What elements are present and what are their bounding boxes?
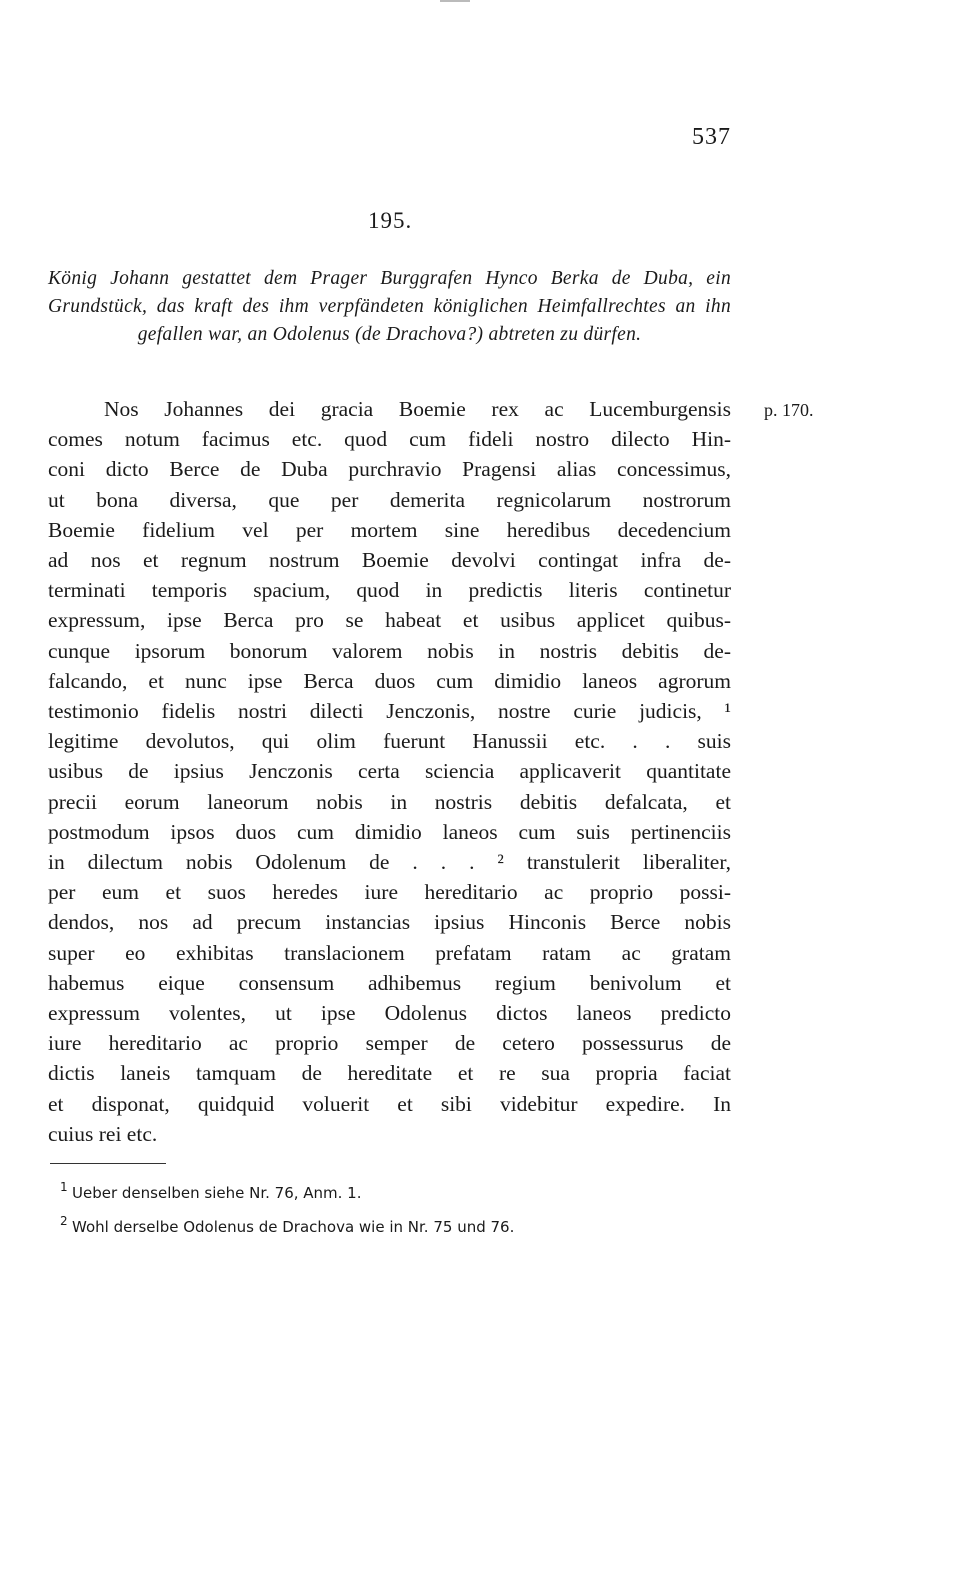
text-line: expressum volentes, ut ipse Odolenus dictos laneos predicto — [48, 1001, 731, 1026]
footnote-2 — [60, 1214, 515, 1252]
footnote-mark: 2 — [60, 1214, 68, 1228]
text-line: terminati temporis spacium, quod in predictis literis continetur — [48, 578, 731, 603]
text-line: precii eorum laneorum nobis in nostris debitis defalcata, et — [48, 789, 731, 814]
text-line: Boemie fidelium vel per mortem sine heredibus decedencium — [48, 517, 731, 542]
text-line: cunque ipsorum bonorum valorem nobis in nostris debitis de- — [48, 638, 731, 663]
text-line: ut bona diversa, que per demerita regnicolarum nostrorum — [48, 487, 731, 512]
text-line: in dilectum nobis Odolenum de . . . ² transtulerit liberaliter, — [48, 850, 731, 875]
text-line: per eum et suos heredes iure hereditario ac proprio possi- — [48, 880, 731, 905]
top-edge-mark — [440, 0, 470, 2]
text-line: falcando, et nunc ipse Berca duos cum dimidio laneos agrorum — [48, 668, 731, 693]
text-line: testimonio fidelis nostri dilecti Jenczonis, nostre curie judicis, ¹ — [48, 699, 731, 724]
text-line: Nos Johannes dei gracia Boemie rex ac Lucemburgensis — [104, 397, 731, 421]
text-line: et disponat, quidquid voluerit et sibi videbitur expedire. In — [48, 1091, 731, 1116]
regest-summary: König Johann gestattet dem Prager Burggrafen Hynco Berka de Duba, ein Grundstück, das kraft des ihm verpfändeten königlichen Heimfallrechtes an ihn gefallen war, an Odolenus (de Drachova?) abtreten zu dürfen. — [48, 268, 731, 345]
text-line: dendos, nos ad precum instancias ipsius Hinconis Berce nobis — [48, 910, 731, 935]
text-line: expressum, ipse Berca pro se habeat et usibus applicet quibus- — [48, 608, 731, 633]
charter-text — [48, 394, 731, 1149]
text-line: iure hereditario ac proprio semper de cetero possessurus de — [48, 1031, 731, 1056]
text-line: postmodum ipsos duos cum dimidio laneos cum suis pertinenciis — [48, 819, 731, 844]
text-line: ad nos et regnum nostrum Boemie devolvi contingat infra de- — [48, 548, 731, 573]
footnotes — [60, 1180, 515, 1252]
text-line: super eo exhibitas translacionem prefatam ratam ac gratam — [48, 940, 731, 965]
footnote-1 — [60, 1180, 514, 1218]
text-line: cuius rei etc. — [48, 1121, 158, 1146]
text-line: dictis laneis tamquam de hereditate et re sua propria faciat — [48, 1061, 731, 1086]
text-line: usibus de ipsius Jenczonis certa sciencia applicaverit quantitate — [48, 759, 731, 784]
text-line: comes notum facimus etc. quod cum fideli nostro dilecto Hin- — [48, 427, 731, 452]
footnote-mark: 1 — [60, 1180, 68, 1194]
footnote-divider — [50, 1163, 166, 1164]
text-line: legitime devolutos, qui olim fuerunt Hanussii etc. . . suis — [48, 729, 731, 754]
page-number: 537 — [692, 124, 731, 150]
text-line: habemus eique consensum adhibemus regium benivolum et — [48, 970, 731, 995]
footnote-text: Wohl derselbe Odolenus de Drachova wie in Nr. 75 und 76. — [72, 1218, 515, 1236]
text-line: coni dicto Berce de Duba purchravio Pragensi alias concessimus, — [48, 457, 731, 482]
footnote-text: Ueber denselben siehe Nr. 76, Anm. 1. — [72, 1184, 362, 1202]
margin-note: p. 170. — [764, 400, 814, 420]
document-number: 195. — [368, 208, 413, 233]
